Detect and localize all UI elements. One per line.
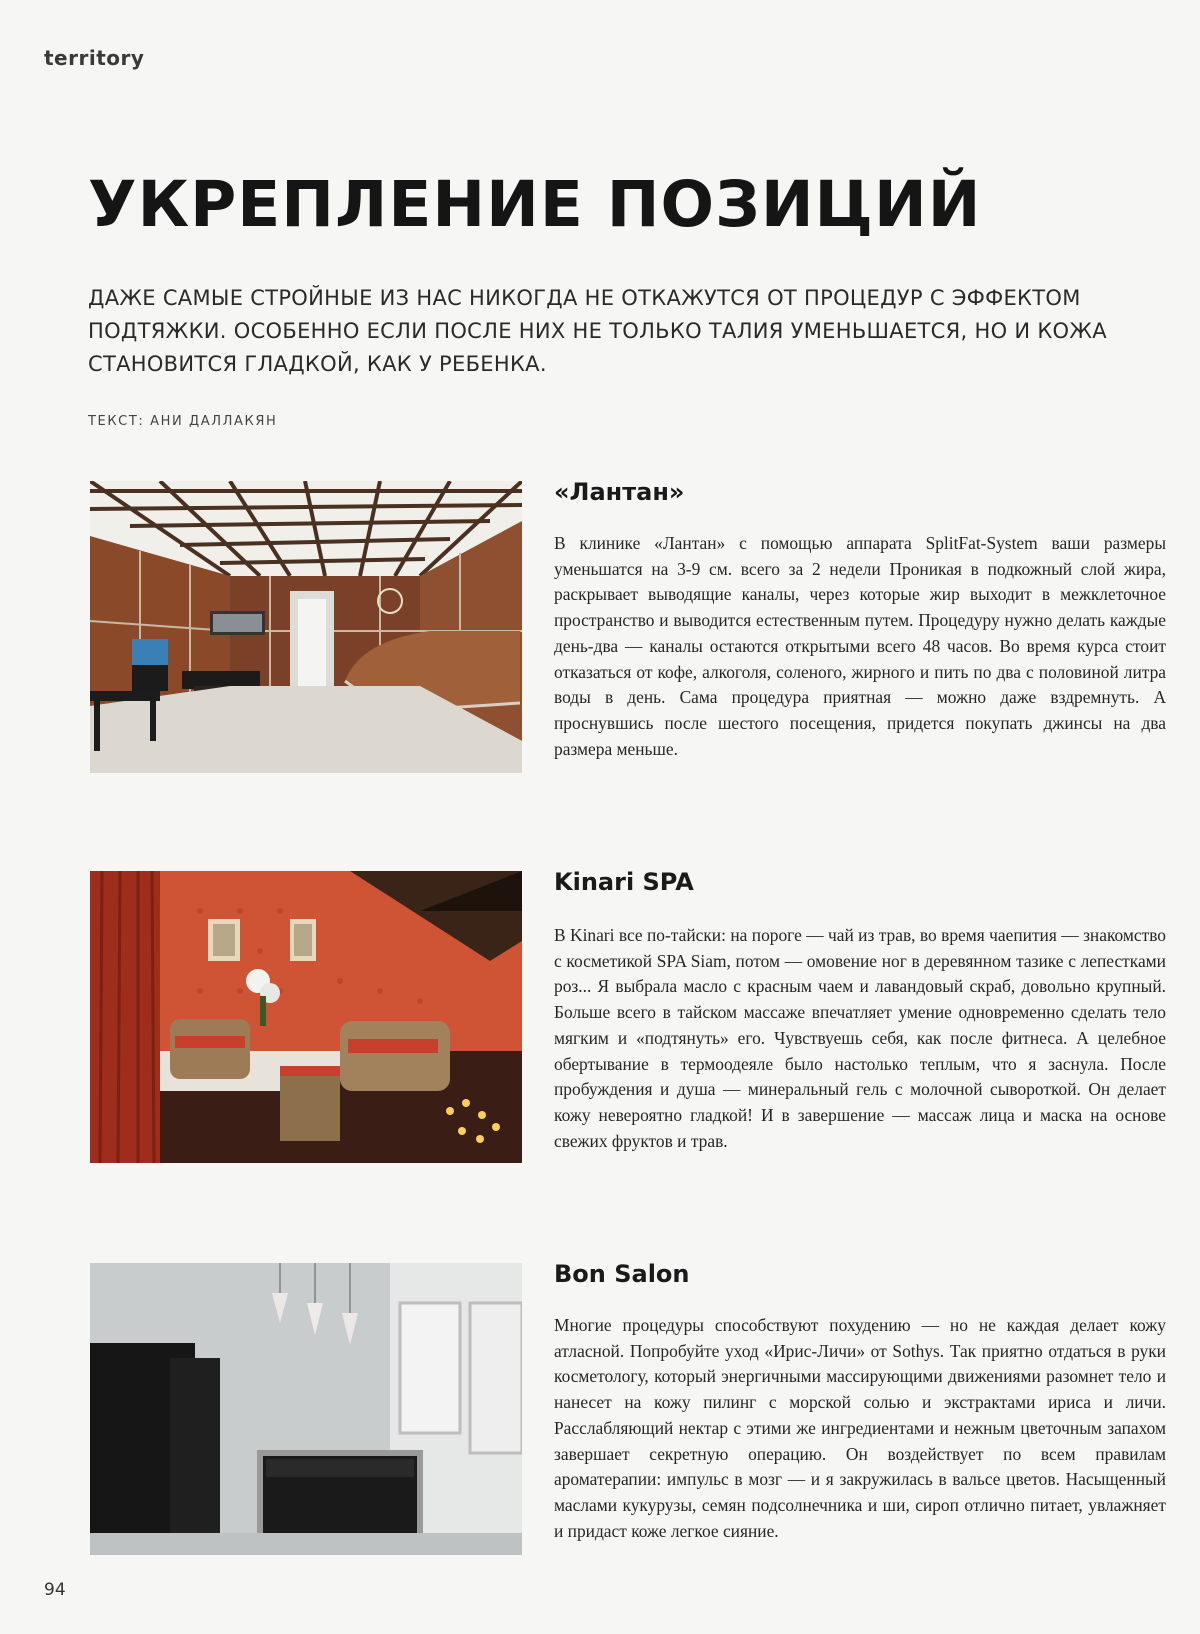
- page-number: 94: [44, 1580, 66, 1600]
- lead-paragraph: ДАЖЕ САМЫЕ СТРОЙНЫЕ ИЗ НАС НИКОГДА НЕ ОТКАЖУТСЯ ОТ ПРОЦЕДУР С ЭФФЕКТОМ ПОДТЯЖКИ. ОСОБЕННО ЕСЛИ ПОСЛЕ НИХ НЕ ТОЛЬКО ТАЛИЯ УМЕНЬШАЕТСЯ, НО И КОЖА СТАНОВИТСЯ ГЛАДКОЙ, КАК У РЕБЕНКА.: [88, 286, 1107, 376]
- article-body-lantan: В клинике «Лантан» с помощью аппарата SplitFat-System ваши размеры уменьшатся на 3-9 см. всего за 2 недели Проникая в подкожный слой жира, раскрывает выводящие каналы, через которые жир выходит в межклеточное пространство и выводится естественным путем. Процедуру нужно делать каждые день-два — каналы остаются открытыми всего 48 часов. Во время курса стоит отказаться от кофе, алкоголя, соленого, жирного и пить по два с половиной литра воды в день. Сама процедура приятная — можно даже вздремнуть. А проснувшись после шестого посещения, придется покупать джинсы на два размера меньше.: [554, 533, 1166, 759]
- article-body-kinari-spa: В Kinari все по-тайски: на пороге — чай из трав, во время чаепития — знакомство с косметикой SPA Siam, потом — омовение ног в деревянном тазике с лепестками роз... Я выбрала масло с красным чаем и лавандовый скраб, довольно крупный. Больше всего в тайском массаже впечатляет умение одновременно сделать тело мягким и «подтянуть» его. Чувствуешь себя, как после фитнеса. А целебное обертывание в термоодеяле было настолько теплым, что я заснула. После пробуждения и душа — минеральный гель с молочной сывороткой. Он делает кожу невероятно гладкой! И в завершение — массаж лица и маска на основе свежих фруктов и трав.: [554, 925, 1166, 1151]
- article-title-lantan: «Лантан»: [554, 478, 685, 506]
- page-title: УКРЕПЛЕНИЕ ПОЗИЦИЙ: [88, 168, 982, 241]
- byline: ТЕКСТ: АНИ ДАЛЛАКЯН: [88, 414, 278, 429]
- lantan-clinic-photo: [90, 481, 522, 773]
- bon-salon-photo: [90, 1263, 522, 1555]
- article-title-bon-salon: Bon Salon: [554, 1260, 690, 1288]
- article-body-bon-salon: Многие процедуры способствуют похудению — но не каждая делает кожу атласной. Попробуйте уход «Ирис-Личи» от Sothys. Так приятно отдаться в руки косметологу, который энергичными массирующими движениями разомнет тело и нанесет на кожу пилинг с морской солью и экстрактами ириса и личи. Расслабляющий нектар с этими же ингредиентами и нежным цветочным запахом завершает секретную операцию. Он воздействует по всем правилам ароматерапии: импульс в мозг — и я закружилась в вальсе цветов. Насыщенный маслами кукурузы, семян подсолнечника и ши, сироп отлично питает, увлажняет и придаст коже легкое сияние.: [554, 1315, 1166, 1541]
- article-title-kinari-spa: Kinari SPA: [554, 868, 694, 896]
- kinari-spa-photo: [90, 871, 522, 1163]
- section-tag: territory: [44, 46, 145, 70]
